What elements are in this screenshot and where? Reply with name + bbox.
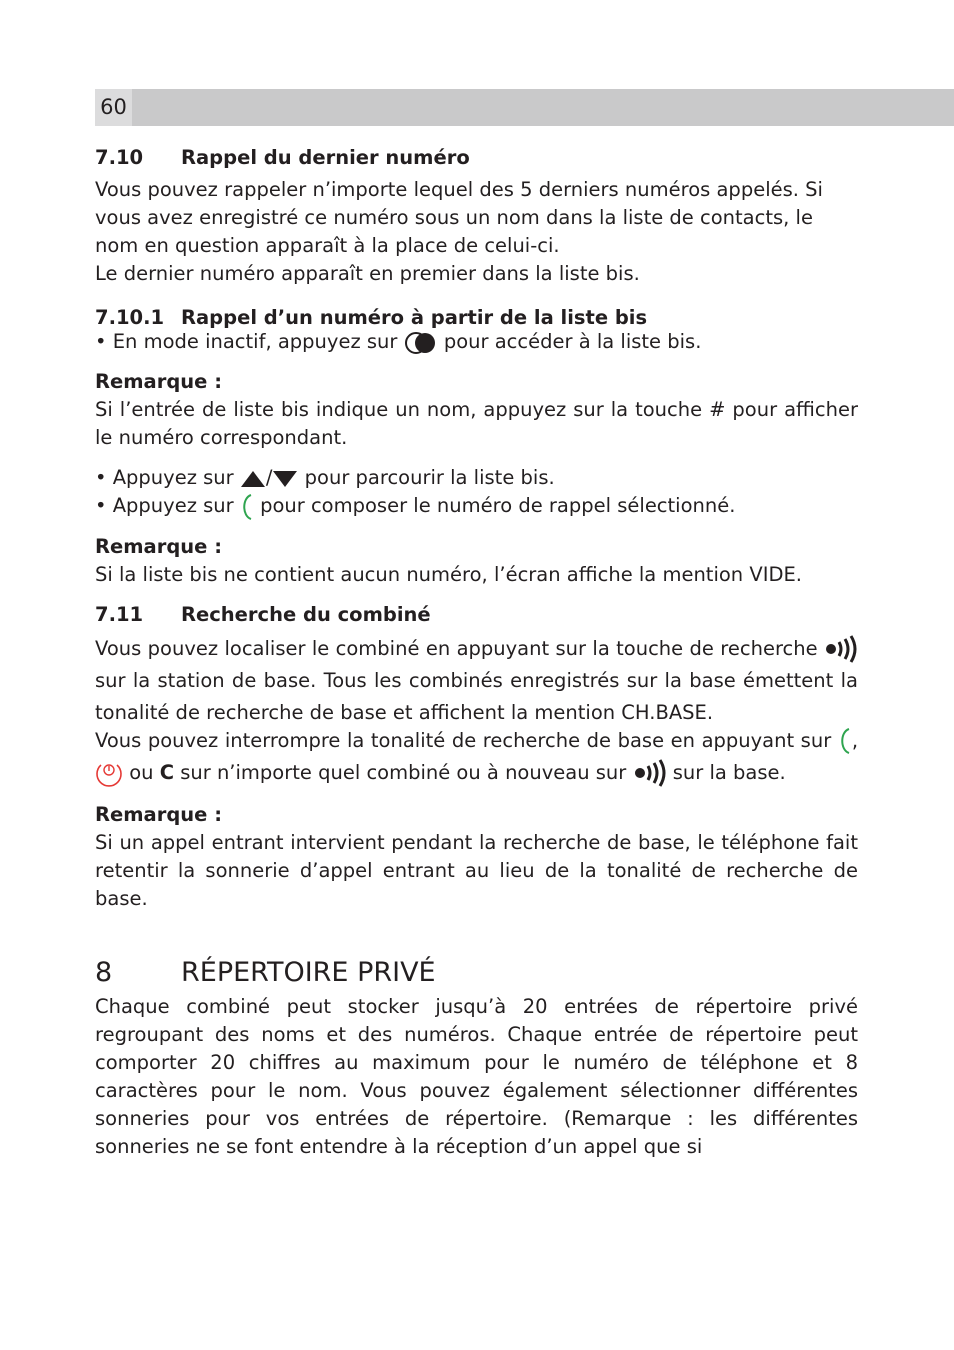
end-call-icon: [95, 759, 123, 787]
bullet-item: • En mode inactif, appuyez sur pour accéder à la liste bis.: [95, 330, 702, 353]
section-7-10-heading: [95, 140, 858, 176]
section-title: Recherche du combiné: [181, 602, 431, 626]
note-label: Remarque :: [95, 802, 222, 826]
note-text: Si la liste bis ne contient aucun numéro, l’écran affiche la mention VIDE.: [95, 562, 802, 586]
paragraph: Vous pouvez localiser le combiné en appuyant sur la touche de recherche sur la station de base. Tous les combinés enregistrés sur la base émettent la tonalité de recherche de base et affichent la mention CH.BASE.: [95, 633, 858, 729]
paging-icon: [633, 758, 667, 788]
bullet-item: • Appuyez sur / pour parcourir la liste bis.: [95, 466, 555, 489]
paragraph: Le dernier numéro apparaît en premier dans la liste bis.: [95, 262, 640, 285]
call-icon: [838, 727, 852, 755]
paragraph: Vous pouvez rappeler n’importe lequel des 5 derniers numéros appelés. Si vous avez enregistré ce numéro sous un nom dans la liste de contacts, le nom en question apparaît à la place de celui-ci.: [95, 178, 823, 257]
call-icon: [240, 493, 254, 521]
section-number: 7.11: [95, 602, 144, 626]
page-content: [95, 140, 858, 1161]
paging-icon: [824, 634, 858, 664]
redial-icon: [404, 331, 438, 355]
page-header-bar: [95, 89, 954, 126]
page-number: 60: [95, 89, 132, 126]
down-arrow-icon: [272, 469, 298, 489]
chapter-number: 8: [95, 956, 113, 988]
section-number: 7.10.1: [95, 306, 165, 329]
note-label: Remarque :: [95, 370, 222, 393]
chapter-title: RÉPERTOIRE PRIVÉ: [181, 956, 436, 988]
up-arrow-icon: [240, 469, 266, 489]
note-label: Remarque :: [95, 534, 222, 558]
bullet-item: • Appuyez sur pour composer le numéro de rappel sélectionné.: [95, 492, 858, 521]
section-title: Rappel du dernier numéro: [181, 146, 470, 169]
section-number: 7.10: [95, 146, 144, 169]
chapter-8-heading: [95, 953, 858, 993]
section-title: Rappel d’un numéro à partir de la liste bis: [181, 306, 648, 329]
paragraph: Vous pouvez interrompre la tonalité de recherche de base en appuyant sur , ou C sur n’importe quel combiné ou à nouveau sur sur la base.: [95, 725, 858, 789]
clear-key-label: C: [159, 760, 175, 784]
paragraph: Chaque combiné peut stocker jusqu’à 20 entrées de répertoire privé regroupant des noms et des numéros. Chaque entrée de répertoire peut comporter 20 chiffres au maximum pour le numéro de téléphone et 8 caractères pour le nom. Vous pouvez également sélectionner différentes sonneries pour vos entrées de répertoire. (Remarque : les différentes sonneries ne se font entendre à la réception d’un appel que si: [95, 994, 858, 1158]
note-text: Si l’entrée de liste bis indique un nom, appuyez sur la touche # pour afficher le numéro correspondant.: [95, 398, 858, 449]
note-text: Si un appel entrant intervient pendant la recherche de base, le téléphone fait retentir la sonnerie d’appel entrant au lieu de la tonalité de recherche de base.: [95, 830, 858, 910]
section-7-11-heading: [95, 597, 858, 633]
